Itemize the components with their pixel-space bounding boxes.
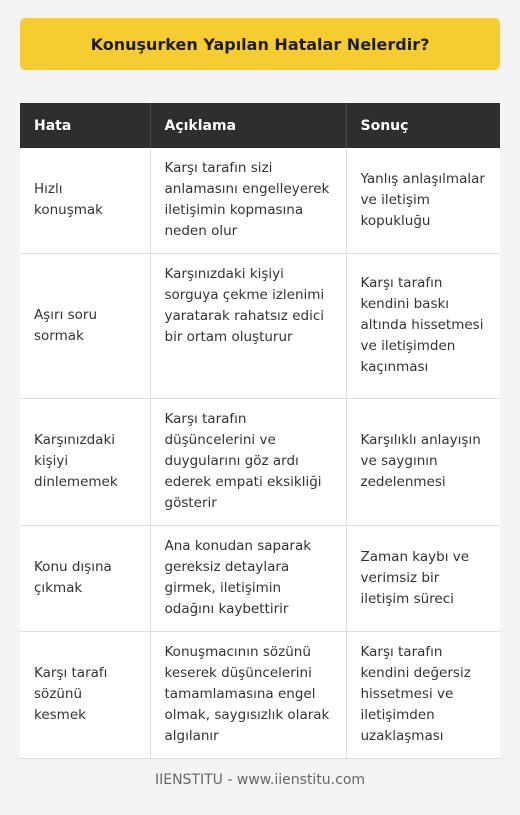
table-header-row: [20, 103, 500, 148]
table-row: [20, 148, 500, 254]
cell-sonuc: Zaman kaybı ve verimsiz bir iletişim süreci: [346, 526, 500, 632]
cell-sonuc: Karşılıklı anlayışın ve saygının zedelenmesi: [346, 399, 500, 526]
cell-hata: Karşı tarafı sözünü kesmek: [20, 632, 150, 759]
cell-aciklama: Konuşmacının sözünü keserek düşüncelerini tamamlamasına engel olmak, saygısızlık olarak algılanır: [150, 632, 346, 759]
header-hata: Hata: [20, 103, 150, 148]
cell-aciklama: Karşı tarafın sizi anlamasını engelleyerek iletişimin kopmasına neden olur: [150, 148, 346, 254]
cell-aciklama: Karşı tarafın düşüncelerini ve duygularını göz ardı ederek empati eksikliği gösterir: [150, 399, 346, 526]
table-row: [20, 526, 500, 632]
cell-hata: Konu dışına çıkmak: [20, 526, 150, 632]
cell-aciklama: Karşınızdaki kişiyi sorguya çekme izlenimi yaratarak rahatsız edici bir ortam oluşturur: [150, 254, 346, 399]
cell-sonuc: Karşı tarafın kendini baskı altında hissetmesi ve iletişimden kaçınması: [346, 254, 500, 399]
page-title: Konuşurken Yapılan Hatalar Nelerdir?: [90, 34, 430, 54]
title-banner: [20, 18, 500, 70]
errors-table: [20, 103, 500, 759]
cell-hata: Karşınızdaki kişiyi dinlememek: [20, 399, 150, 526]
cell-aciklama: Ana konudan saparak gereksiz detaylara girmek, iletişimin odağını kaybettirir: [150, 526, 346, 632]
cell-hata: Aşırı soru sormak: [20, 254, 150, 399]
cell-sonuc: Karşı tarafın kendini değersiz hissetmesi ve iletişimden uzaklaşması: [346, 632, 500, 759]
table-row: [20, 399, 500, 526]
table-row: [20, 254, 500, 399]
header-sonuc: Sonuç: [346, 103, 500, 148]
header-aciklama: Açıklama: [150, 103, 346, 148]
cell-hata: Hızlı konuşmak: [20, 148, 150, 254]
table-row: [20, 632, 500, 759]
footer-credit: IIENSTITU - www.iienstitu.com: [154, 772, 366, 788]
cell-sonuc: Yanlış anlaşılmalar ve iletişim kopukluğu: [346, 148, 500, 254]
table-container: [20, 103, 500, 759]
